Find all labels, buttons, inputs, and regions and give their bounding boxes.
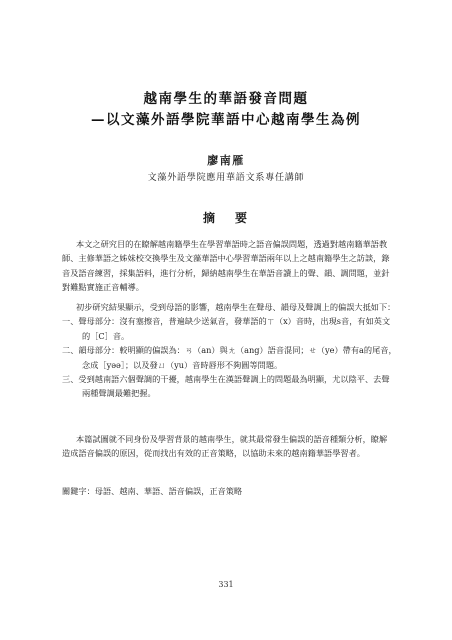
paper-title: 越南學生的華語發音問題 — [143, 91, 309, 107]
page-number: 331 — [218, 580, 234, 589]
text-line: 本篇試圖就不同身份及學習背景的越南學生，就其最常發生偏誤的語音種類分析，瞭解 — [76, 434, 388, 444]
keywords: 關鍵字：母語、越南、華語、語音偏誤，正音策略 — [62, 486, 243, 496]
text-line: 初步研究結果顯示，受到母語的影響，越南學生在聲母、韻母及聲調上的偏誤大抵如下： — [76, 302, 396, 312]
abstract-heading-right: 要 — [235, 211, 250, 225]
author-affiliation: 文藻外語學院應用華語文系專任講師 — [147, 173, 305, 183]
author-name: 廖南雁 — [207, 154, 245, 167]
list-item-line: 念成［yəə］；以及發ㄩ（yu）音時唇形不夠圓等問題。 — [82, 359, 283, 370]
text-line: 造成語音偏誤的原因，從而找出有效的正音策略，以協助未來的越南籍華語學習者。 — [62, 448, 365, 459]
abstract-paragraph-2 — [62, 300, 397, 401]
list-item-line: 兩種聲調最難把握。 — [82, 388, 156, 399]
list-item-line: 一、聲母部分：沒有塞擦音，普遍缺少送氣音，發華語的ㄒ（x）音時，出現s音，有如英文 — [62, 316, 391, 327]
list-item-line: 二、韻母部分：較明顯的偏誤為：ㄢ（an）與ㄤ（ang）語音混同；ㄝ（ye）帶有a的尾音， — [62, 345, 397, 356]
text-line: 師、主修華語之姊妹校交換學生及文藻華語中心學習華語兩年以上之越南籍學生之訪談，錄 — [62, 253, 390, 264]
abstract-paragraph-3 — [62, 432, 390, 461]
text-line: 對難點實施正音輔導。 — [62, 282, 144, 293]
list-item-line: 的［C］音。 — [82, 330, 130, 341]
abstract-heading — [0, 209, 452, 226]
abstract-heading-left: 摘 — [202, 211, 217, 225]
paper-subtitle: —以文藻外語學院華語中心越南學生為例 — [91, 112, 361, 128]
text-line: 音及語音練習，採集語料，進行分析，歸納越南學生在華語音讀上的聲、韻、調問題，並針 — [62, 267, 390, 278]
text-line: 本文之研究目的在瞭解越南籍學生在學習華語時之語音偏誤問題，透過對越南籍華語教 — [76, 239, 388, 249]
abstract-paragraph-1 — [62, 237, 390, 295]
list-item-line: 三、受到越南語六個聲調的干擾，越南學生在漢語聲調上的問題最為明顯，尤以陰平、去聲 — [62, 374, 390, 385]
